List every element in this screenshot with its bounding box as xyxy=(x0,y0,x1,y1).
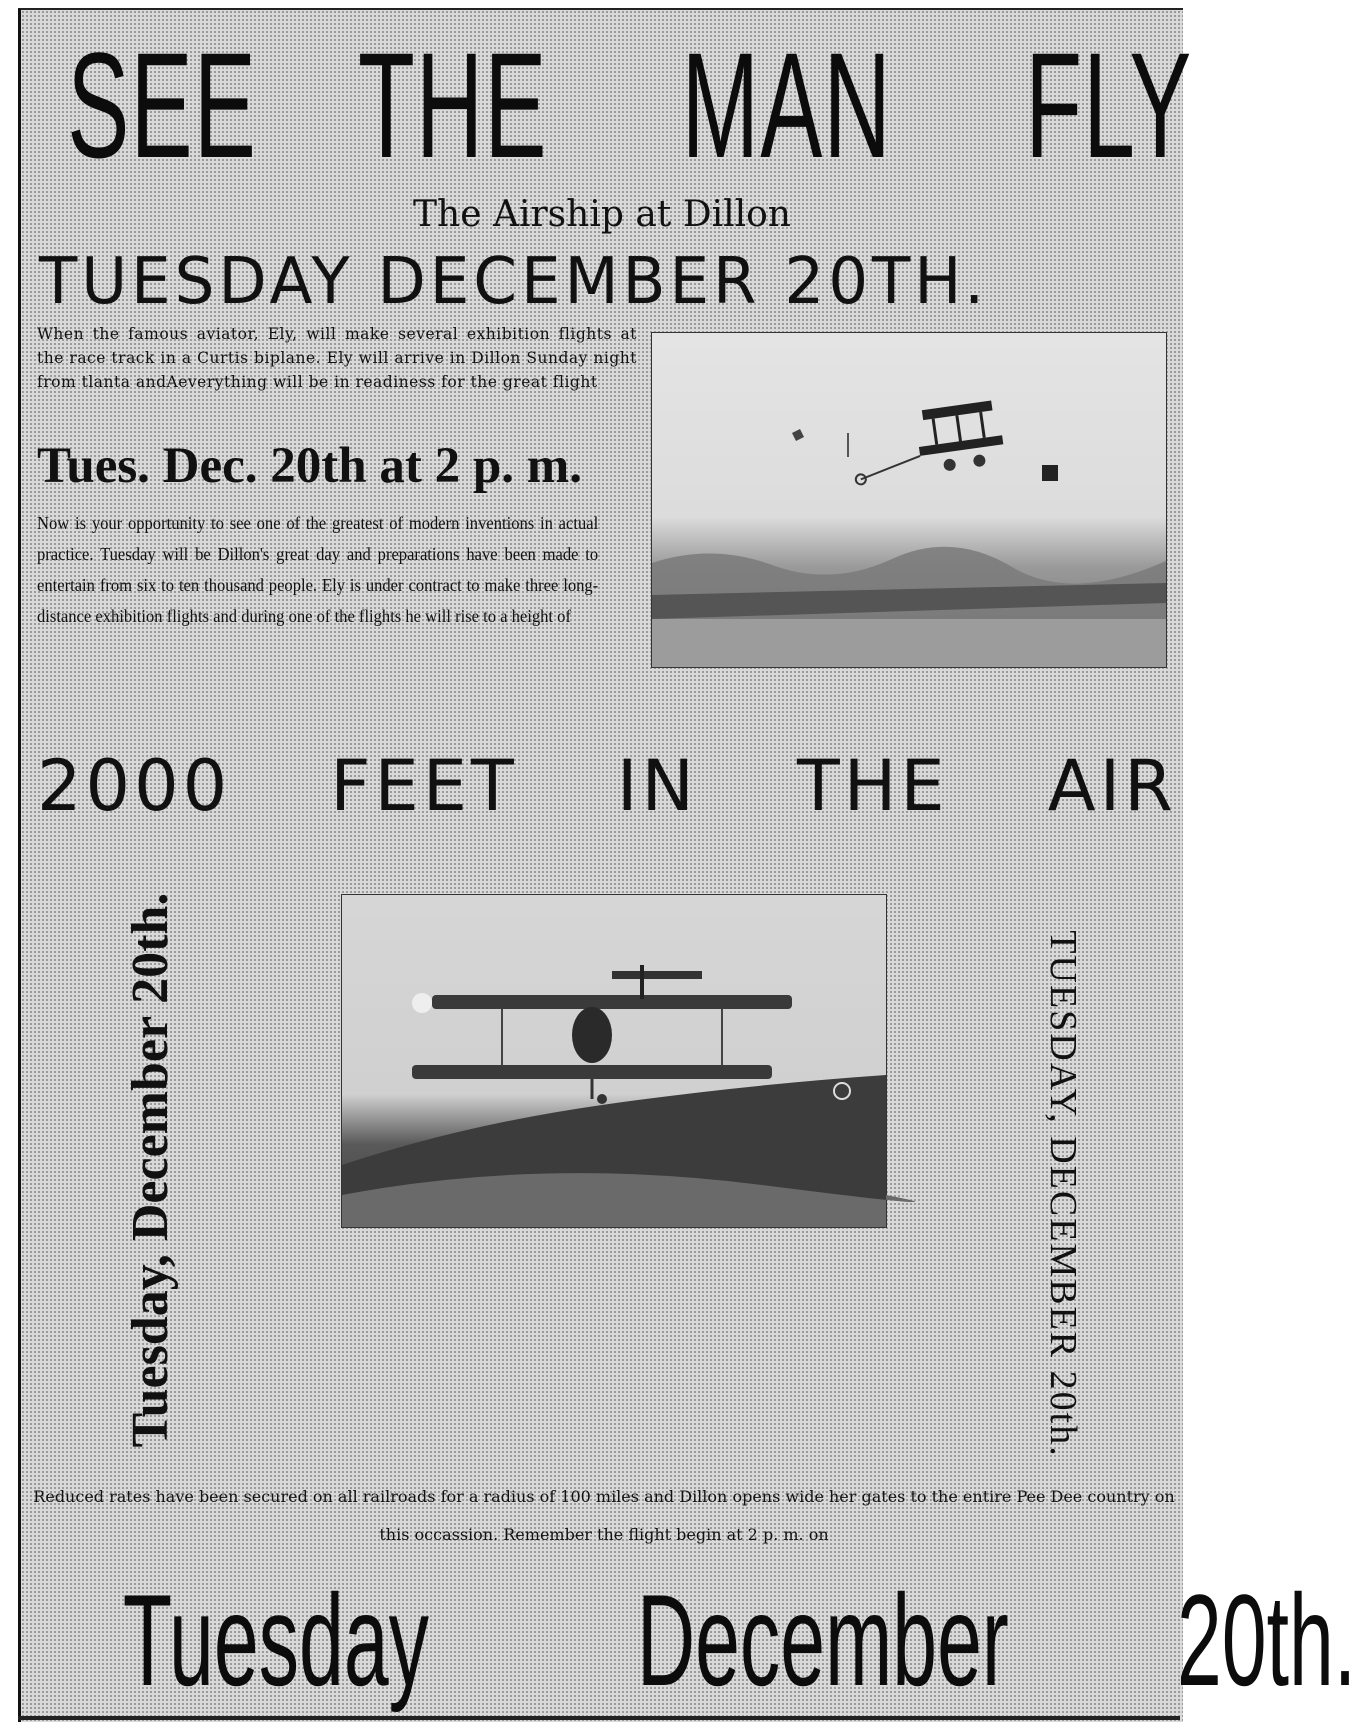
altitude-word: 2000 xyxy=(37,745,232,827)
closing-date-word: 20th. xyxy=(1177,1567,1357,1713)
event-time-heading: Tues. Dec. 20th at 2 p. m. xyxy=(37,438,582,494)
intro-paragraph: When the famous aviator, Ely, will make several exhibition flights at the race track in a Curtis biplane. Ely will arrive in Dillon Sunday night from tlanta andAeverything will be in readiness for the great flight xyxy=(37,325,637,391)
closing-date-word: December xyxy=(636,1567,1009,1713)
altitude-word: FEET xyxy=(330,745,518,827)
body-paragraph: Now is your opportunity to see one of the greatest of modern inventions in actual practice. Tuesday will be Dillon's great day and preparations have been made to entertain from six to ten thousand people. Ely is under contract to make three long-distance exhibition flights and during one of the flights he will rise to a height of xyxy=(37,513,599,626)
date-banner: TUESDAY DECEMBER 20TH. xyxy=(39,245,989,319)
vertical-date-right: TUESDAY, DECEMBER 20th. xyxy=(1042,930,1084,1458)
altitude-word: IN xyxy=(616,745,698,827)
altitude-word: THE xyxy=(797,745,949,827)
headline xyxy=(35,21,1193,189)
page-bottom-rule xyxy=(18,1716,1180,1720)
airplane-takeoff-illustration xyxy=(652,333,1166,667)
headline-word-the: THE xyxy=(358,21,549,189)
altitude-word: AIR xyxy=(1047,745,1177,827)
headline-word-fly: FLY xyxy=(1025,21,1193,189)
vertical-date-left: Tuesday, December 20th. xyxy=(122,892,179,1448)
headline-word-man: MAN xyxy=(681,21,892,189)
footer-paragraph: Reduced rates have been secured on all railroads for a radius of 100 miles and Dillon opens wide her gates to the entire Pee Dee country on this occassion. Remember the flight begin at 2 p. m. on xyxy=(33,1487,1175,1544)
biplane-in-flight-photo xyxy=(341,894,887,1228)
headline-word-see: SEE xyxy=(67,21,258,189)
subheading: The Airship at Dillon xyxy=(413,194,791,235)
closing-date-word: Tuesday xyxy=(122,1567,429,1713)
biplane-flight-illustration xyxy=(342,895,886,1227)
airplane-takeoff-photo xyxy=(651,332,1167,668)
newspaper-page xyxy=(18,8,1357,1722)
altitude-banner xyxy=(37,746,1177,826)
closing-date-banner xyxy=(29,1567,1357,1713)
